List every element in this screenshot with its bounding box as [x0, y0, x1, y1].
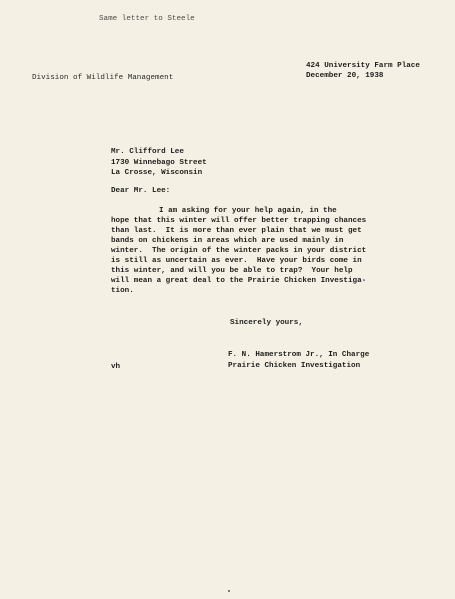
ink-speck [228, 590, 230, 592]
letter-date: December 20, 1938 [306, 72, 384, 80]
body-line: bands on chickens in areas which are used mainly in [111, 237, 344, 245]
annotation-note: Same letter to Steele [99, 15, 195, 23]
recipient-street: 1730 Winnebago Street [111, 159, 207, 167]
body-line: is still as uncertain as ever. Have your birds come in [111, 257, 362, 265]
body-line: tion. [111, 287, 134, 295]
body-line: hope that this winter will offer better trapping chances [111, 217, 367, 225]
sender-street: 424 University Farm Place [306, 62, 420, 70]
body-line: this winter, and will you be able to trap? Your help [111, 267, 353, 275]
recipient-city: La Crosse, Wisconsin [111, 169, 203, 177]
body-line: I am asking for your help again, in the [159, 207, 337, 215]
typist-initials: vh [111, 363, 121, 371]
division-heading: Division of Wildlife Management [32, 74, 174, 82]
signer-title: Prairie Chicken Investigation [228, 362, 361, 370]
salutation: Dear Mr. Lee: [111, 187, 171, 195]
body-line: will mean a great deal to the Prairie Chicken Investiga- [111, 277, 367, 285]
recipient-name: Mr. Clifford Lee [111, 148, 184, 156]
body-line: winter. The origin of the winter packs in your district [111, 247, 367, 255]
closing: Sincerely yours, [230, 319, 303, 327]
body-line: than last. It is more than ever plain that we must get [111, 227, 362, 235]
signer-name: F. N. Hamerstrom Jr., In Charge [228, 351, 370, 359]
